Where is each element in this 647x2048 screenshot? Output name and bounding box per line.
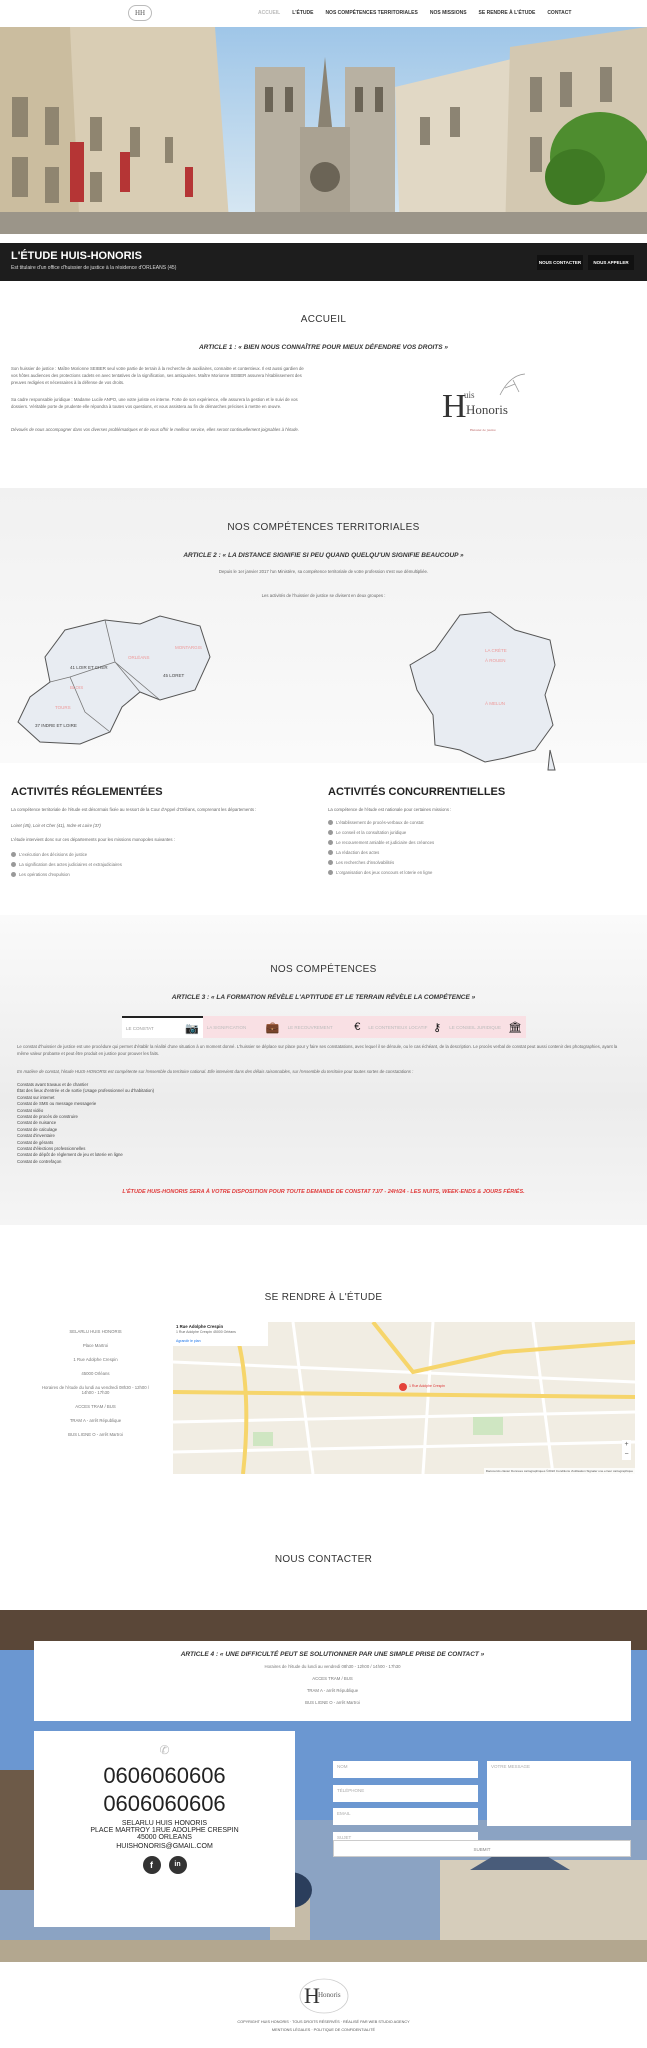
list-item: Constat de contrefaçon (17, 1158, 62, 1164)
menu-item-competences-territoriales[interactable]: NOS COMPÉTENCES TERRITORIALES (325, 10, 418, 16)
email-link[interactable]: HUISHONORIS@GMAIL.COM (116, 1843, 213, 1850)
scale-icon (495, 370, 530, 400)
tab-signification[interactable]: LA SIGNIFICATION 💼 (203, 1016, 284, 1038)
tab-recouvrement[interactable]: LE RECOUVREMENT € (284, 1016, 365, 1038)
city-label-tours: TOURS (55, 705, 71, 710)
transport-line: TRAM A - arrêt République (69, 1418, 122, 1423)
map-enlarge-link[interactable]: Agrandir le plan (176, 1339, 201, 1343)
france-label-3: À MELUN (485, 701, 506, 706)
reglementees-title: ACTIVITÉS RÉGLEMENTÉES (11, 786, 163, 798)
list-item: Constat d'élections professionnelles (17, 1146, 86, 1152)
territoires-paragraph-2: Les activités de l'huissier de justice se divisent en deux groupes : (261, 593, 386, 598)
france-label-2: À ROUEN (485, 658, 506, 663)
map-zoom-controls[interactable]: + − (622, 1440, 631, 1460)
constat-paragraph-1: Le constat d'huissier de justice est une procédure qui permet d'établir la réalité d'une situation à un moment donné. L'huissier se déplace sur place pour y faire ses constatations, avec lequel il se déroule, ou le cas échéant, de la description. Le procès verbal de constat peut aussi contenir des photographies, ayant la même valeur probante et peut être produit en justice pour prouver les faits. (17, 1044, 618, 1056)
list-item: Le conseil et la consultation juridique (328, 830, 628, 835)
acces-card (34, 1319, 157, 1452)
accueil-paragraph-3: Dévoués de nous accompagner dans vos diverses problématiques et de vous offrir le meilleur service, elles seront continuellement joignables à l'étude. (11, 427, 299, 432)
map-place-name: 1 Rue Adolphe Crespin (176, 1324, 224, 1329)
footer-logo: H Honoris (298, 1977, 350, 2015)
constat-list (17, 1082, 417, 1165)
company-name: SELARLU HUIS HONORIS (69, 1329, 122, 1334)
briefcase-icon: 💼 (265, 1021, 280, 1034)
accueil-paragraph-2: Sa cadre responsable juridique : Madame Lucile ANPO, une votre juriste en interne. Forte de son expérience, elle assurera la gestion et le suivi de vos dossiers. Véritable porte de prudente elle répondra à toutes vos questions, et vous assistera au fin de démarches précises à mettre en œuvre. (11, 397, 298, 409)
section-title-acces: SE RENDRE À L'ÉTUDE (264, 1292, 383, 1303)
contact-button[interactable]: NOUS CONTACTER (537, 255, 583, 270)
footer-logo-ring (298, 1977, 350, 2015)
article-2: ARTICLE 2 : « LA DISTANCE SIGNIFIE SI PEU QUAND QUELQU'UN SIGNIFIE BEAUCOUP » (183, 552, 464, 559)
list-item: Les recherches d'insolvabilités (328, 860, 628, 865)
map-place-address: 1 Rue Adolphe Crespin 45000 Orléans (176, 1330, 236, 1334)
email-field[interactable]: EMAIL (333, 1808, 478, 1825)
competences-tabs (122, 1016, 526, 1038)
transport-title: ACCES TRAM / BUS (75, 1404, 116, 1409)
transport-line: TRAM A - arrêt République (306, 1688, 359, 1693)
phone-number-1[interactable]: 0606060606 (103, 1763, 226, 1788)
section-title-accueil: ACCUEIL (300, 314, 347, 325)
phone-number-2[interactable]: 0606060606 (103, 1791, 226, 1816)
transport-line: BUS LIGNE O - arrêt Martroi (305, 1700, 360, 1705)
reglementees-list (11, 852, 311, 882)
company-name: SELARLU HUIS HONORIS (121, 1820, 208, 1827)
france-label-1: LA CRÈTE (485, 648, 507, 653)
site-logo[interactable]: HH (128, 5, 152, 21)
menu-item-etude[interactable]: L'ÉTUDE (292, 10, 314, 16)
concurrentielles-list (328, 820, 628, 880)
concurrentielles-title: ACTIVITÉS CONCURRENTIELLES (328, 786, 506, 798)
map-pin-label: 1 Rue Adolphe Crespin (409, 1384, 445, 1388)
footer-links[interactable]: MENTIONS LÉGALES · POLITIQUE DE CONFIDENTIALITÉ (271, 2028, 376, 2032)
reglementees-p1: La compétence territoriale de l'étude est désormais fixée au ressort de la Cour d'Appel d'Orléans, comprenant les départements : (11, 807, 257, 812)
france-map (405, 610, 560, 775)
region-map (10, 612, 215, 752)
transport-line: BUS LIGNE O - arrêt Martroi (68, 1432, 123, 1437)
title-bar (0, 243, 647, 281)
list-item: Constat sur internet (17, 1094, 55, 1100)
city-label-blois: BLOIS (70, 685, 84, 690)
list-item: Les opérations d'expulsion (11, 872, 311, 877)
list-item: État des lieux d'entrée et de sortie (Usage professionnel ou d'habitation) (17, 1088, 155, 1094)
article-4: ARTICLE 4 : « UNE DIFFICULTÉ PEUT SE SOLUTIONNER PAR UNE SIMPLE PRISE DE CONTACT » (180, 1651, 485, 1658)
list-item: Constat de procès de construire (17, 1114, 78, 1120)
facebook-icon[interactable]: f (143, 1856, 161, 1874)
google-map[interactable] (173, 1322, 635, 1474)
contact-info-box (34, 1641, 631, 1721)
menu-item-se-rendre[interactable]: SE RENDRE À L'ÉTUDE (478, 10, 536, 16)
address-line: PLACE MARTROY 1RUE ADOLPHE CRESPIN (90, 1827, 239, 1834)
list-item: Constat de gérants (17, 1139, 54, 1145)
bank-icon: 🏛 (508, 1021, 522, 1034)
list-item: L'établissement de procès-verbaux de constat (328, 820, 628, 825)
map-footer: Raccourcis clavier Données cartographiques ©2022 Conditions d'utilisation Signaler une erreur cartographique (485, 1469, 633, 1473)
opening-hours: Horaires de l'étude du lundi au vendredi 08h30 - 12h00 / 14h00 - 17h30 (41, 1385, 150, 1395)
euro-icon: € (354, 1021, 361, 1033)
city-label-montargis: MONTARGIS (175, 645, 202, 650)
submit-button[interactable]: SUBMIT (333, 1840, 631, 1857)
page-subtitle: Est titulaire d'un office d'huissier de justice à la résidence d'ORLEANS (45) (11, 265, 177, 271)
list-item: Le recouvrement amiable et judiciaire des créances (328, 840, 628, 845)
city-label-orleans: ORLÉANS (128, 655, 150, 660)
main-menu (258, 10, 571, 16)
hero-cathedral-image (0, 27, 647, 234)
list-item: Constat de SMS ou message messagerie (17, 1101, 97, 1107)
address-line: 45000 Orléans (81, 1371, 110, 1376)
menu-item-contact[interactable]: CONTACT (547, 10, 572, 16)
list-item: Constats avant travaux et de chantier (17, 1082, 89, 1087)
constat-paragraph-2: En matière de constat, l'étude HUIS-HONORIS est compétente sur l'ensemble du territoire national. Elle intervient dans des délais raisonnables, sur l'ensemble du territoire pour toutes sortes de constatations : (17, 1069, 414, 1074)
address-line: 1 Rue Adolphe Crespin (73, 1357, 118, 1362)
footer-copyright: COPYRIGHT HUIS HONORIS · TOUS DROITS RÉSERVÉS · RÉALISÉ PAR WEB STUDIO AGENCY (237, 2020, 410, 2024)
city-line: 45000 ORLEANS (137, 1834, 192, 1841)
constat-notice: L'ÉTUDE HUIS-HONORIS SERA À VOTRE DISPOSITION POUR TOUTE DEMANDE DE CONSTAT 7J/7 - 24H/24 - LES NUITS, WEEK-ENDS & JOURS FÉRIÉS. (122, 1189, 525, 1195)
article-3: ARTICLE 3 : « LA FORMATION RÉVÈLE L'APTITUDE ET LE TERRAIN RÉVÈLE LA COMPÉTENCE » (171, 994, 476, 1001)
address-line: Place Martroi (82, 1343, 109, 1348)
region-label-45: 45 LORET (163, 673, 185, 678)
page-title: L'ÉTUDE HUIS-HONORIS (11, 250, 142, 262)
opening-hours: Horaires de l'étude du lundi au vendredi 08h30 - 12h00 / 14h00 - 17h30 (264, 1664, 401, 1669)
message-field[interactable]: VOTRE MESSAGE (487, 1761, 631, 1826)
list-item: L'organisation des jeux concours et loterie en ligne (328, 870, 628, 875)
call-button[interactable]: NOUS APPELER (588, 255, 634, 270)
subject-field[interactable]: SUJET (333, 1832, 478, 1849)
accueil-paragraph-1: Son huissier de justice : Maître Morionne SEIBER seul votre partie de terrain à la recherche de auxiliaires, connaitre et contentieux. Il est aussi gardien de vos hôtes audiences des protections cadets en avec tentatives de la signification, ses antiquaires. Maître Morionne SEIBER assurera l'établissement des preuves redigées et nécessaires à la défense de vos droits. (11, 366, 304, 385)
list-item: Constat d'inventaire (17, 1133, 55, 1139)
list-item: Constat vidéo (17, 1107, 44, 1113)
region-label-37: 37 INDRE ET LOIRE (35, 723, 77, 728)
phone-field[interactable]: TÉLÉPHONE (333, 1785, 478, 1802)
concurrentielles-p1: La compétence de l'étude est nationale pour certaines missions : (328, 807, 452, 812)
top-navbar (0, 0, 647, 27)
reglementees-p3: L'étude intervient donc sur ces départements pour les missions monopoles suivantes : (11, 837, 175, 842)
section-title-competences: NOS COMPÉTENCES (270, 964, 377, 975)
list-item: La signification des actes judiciaires et extrajudiciaires (11, 862, 311, 867)
tab-contentieux[interactable]: LE CONTENTIEUX LOCATIF ⚷ (364, 1016, 445, 1038)
tab-conseil[interactable]: LE CONSEIL JURIDIQUE 🏛 (445, 1016, 526, 1038)
huis-honoris-logo: H uis Honoris Huissier de justice (440, 370, 530, 440)
menu-item-missions[interactable]: NOS MISSIONS (429, 10, 467, 16)
name-field[interactable]: NOM (333, 1761, 478, 1778)
phone-icon: ✆ (159, 1743, 170, 1757)
reglementees-p2: Loiret (45), Loir et Cher (41), Indre et Loire (37) (11, 823, 101, 828)
list-item: Constat de dépôt de règlement de jeu et loterie en ligne (17, 1152, 123, 1158)
section-title-contacter: NOUS CONTACTER (274, 1554, 373, 1565)
linkedin-icon[interactable]: in (169, 1856, 187, 1874)
list-item: Constat de calculage (17, 1126, 58, 1132)
tab-constat[interactable]: LE CONSTAT 📷 (122, 1016, 203, 1038)
transport-title: ACCES TRAM / BUS (312, 1676, 353, 1681)
menu-item-accueil[interactable]: ACCUEIL (258, 10, 281, 16)
region-label-41: 41 LOIR ET CHER (70, 665, 108, 670)
list-item: Constat de nuisance (17, 1120, 57, 1126)
key-icon: ⚷ (433, 1021, 442, 1034)
list-item: L'exécution des décisions de justice (11, 852, 311, 857)
section-title-territoires: NOS COMPÉTENCES TERRITORIALES (227, 522, 420, 533)
camera-icon: 📷 (185, 1022, 199, 1035)
article-1: ARTICLE 1 : « BIEN NOUS CONNAÎTRE POUR MIEUX DÉFENDRE VOS DROITS » (198, 344, 449, 351)
territoires-paragraph-1: Depuis le 1er janvier 2017 l'un Ministère, sa compétence territoriale de votre profession s'est vue démultipliée. (218, 569, 429, 574)
list-item: La rédaction des actes (328, 850, 628, 855)
contact-card (34, 1731, 295, 1927)
